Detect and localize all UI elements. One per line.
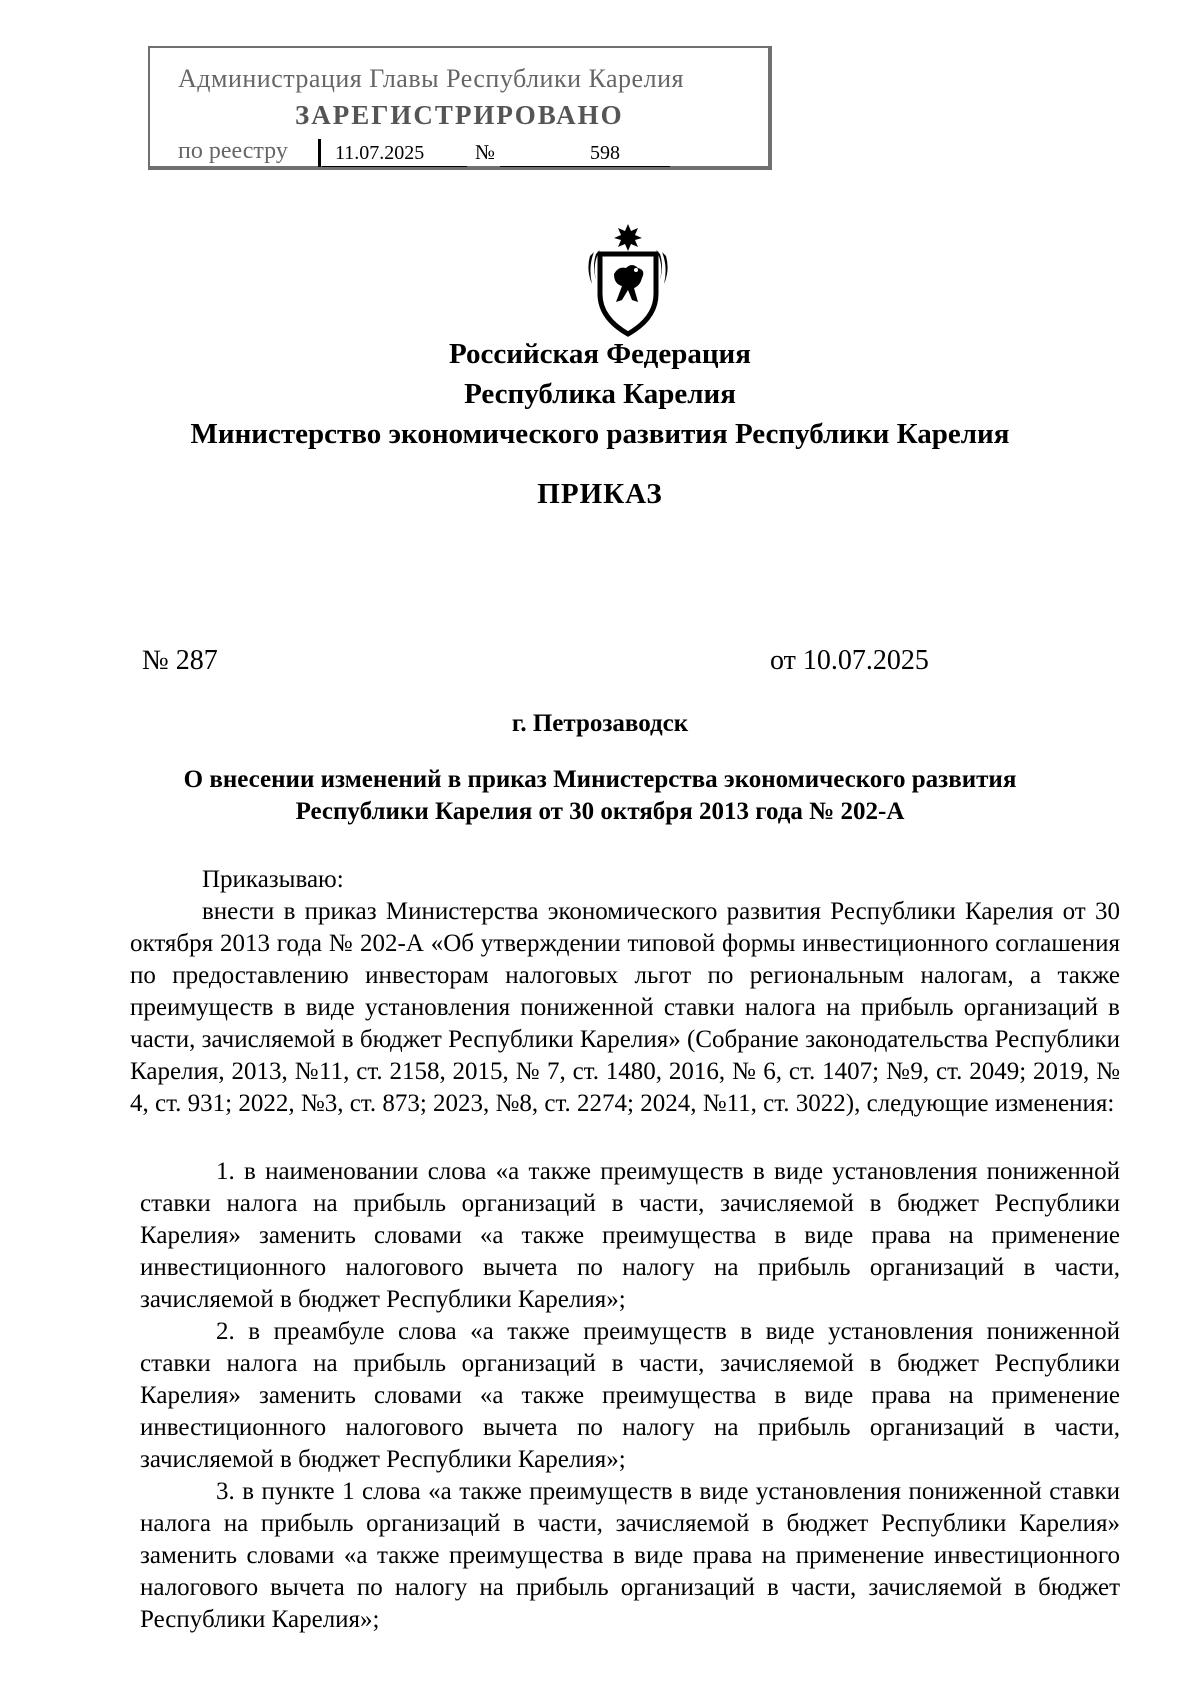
- subject-line-2: Республики Карелия от 30 октября 2013 года № 202-А: [295, 798, 905, 825]
- document-type: ПРИКАЗ: [537, 478, 663, 510]
- list-item: 3. в пункте 1 слова «а также преимуществ в виде установления пониженной ставки налога на прибыль организаций в части, зачисляемой в бюджет Республики Карелия» заменить словами «а также преимущества в виде права на применение инвестиционного налогового вычета по налогу на прибыль организаций в части, зачисляемой в бюджет Республики Карелия»;: [140, 1478, 1120, 1633]
- order-word: Приказываю:: [202, 866, 344, 893]
- list-item: 1. в наименовании слова «а также преимуществ в виде установления пониженной ставки налога на прибыль организаций в части, зачисляемой в бюджет Республики Карелия» заменить словами «а также преимущества в виде права на применение инвестиционного налогового вычета по налогу на прибыль организаций в части, зачисляемой в бюджет Республики Карелия»;: [140, 1158, 1120, 1313]
- stamp-authority: Администрация Главы Республики Карелия: [178, 64, 684, 93]
- stamp-registry-label: по реестру: [178, 138, 288, 164]
- stamp-number: 598: [590, 142, 620, 164]
- karelia-coat-of-arms-icon: [580, 222, 676, 338]
- order-number: № 287: [142, 645, 218, 676]
- stamp-number-underline: [500, 166, 670, 167]
- stamp-number-sign: №: [475, 140, 496, 164]
- order-date: от 10.07.2025: [770, 645, 929, 676]
- stamp-divider: [318, 139, 321, 167]
- city: г. Петрозаводск: [511, 710, 689, 737]
- republic-title: Республика Карелия: [464, 378, 736, 410]
- registration-stamp: [148, 46, 772, 170]
- subject-line-1: О внесении изменений в приказ Министерства экономического развития: [183, 766, 1017, 793]
- stamp-date: 11.07.2025: [335, 142, 425, 164]
- country-title: Российская Федерация: [449, 338, 751, 370]
- list-item: 2. в преамбуле слова «а также преимуществ в виде установления пониженной ставки налога на прибыль организаций в части, зачисляемой в бюджет Республики Карелия» заменить словами «а также преимущества в виде права на применение инвестиционного налогового вычета по налогу на прибыль организаций в части, зачисляемой в бюджет Республики Карелия»;: [140, 1318, 1120, 1473]
- stamp-registered: ЗАРЕГИСТРИРОВАНО: [295, 100, 624, 130]
- stamp-date-underline: [322, 166, 467, 167]
- ministry-title: Министерство экономического развития Республики Карелия: [190, 418, 1010, 450]
- intro-paragraph: внести в приказ Министерства экономического развития Республики Карелия от 30 октября 2013 года № 202-А «Об утверждении типовой формы инвестиционного соглашения по предоставлению инвесторам налоговых льгот по региональным налогам, а также преимуществ в виде установления пониженной ставки налога на прибыль организаций в части, зачисляемой в бюджет Республики Карелия» (Собрание законодательства Республики Карелия, 2013, №11, ст. 2158, 2015, № 7, ст. 1480, 2016, № 6, ст. 1407; №9, ст. 2049; 2019, № 4, ст. 931; 2022, №3, ст. 873; 2023, №8, ст. 2274; 2024, №11, ст. 3022), следующие изменения:: [130, 898, 1120, 1117]
